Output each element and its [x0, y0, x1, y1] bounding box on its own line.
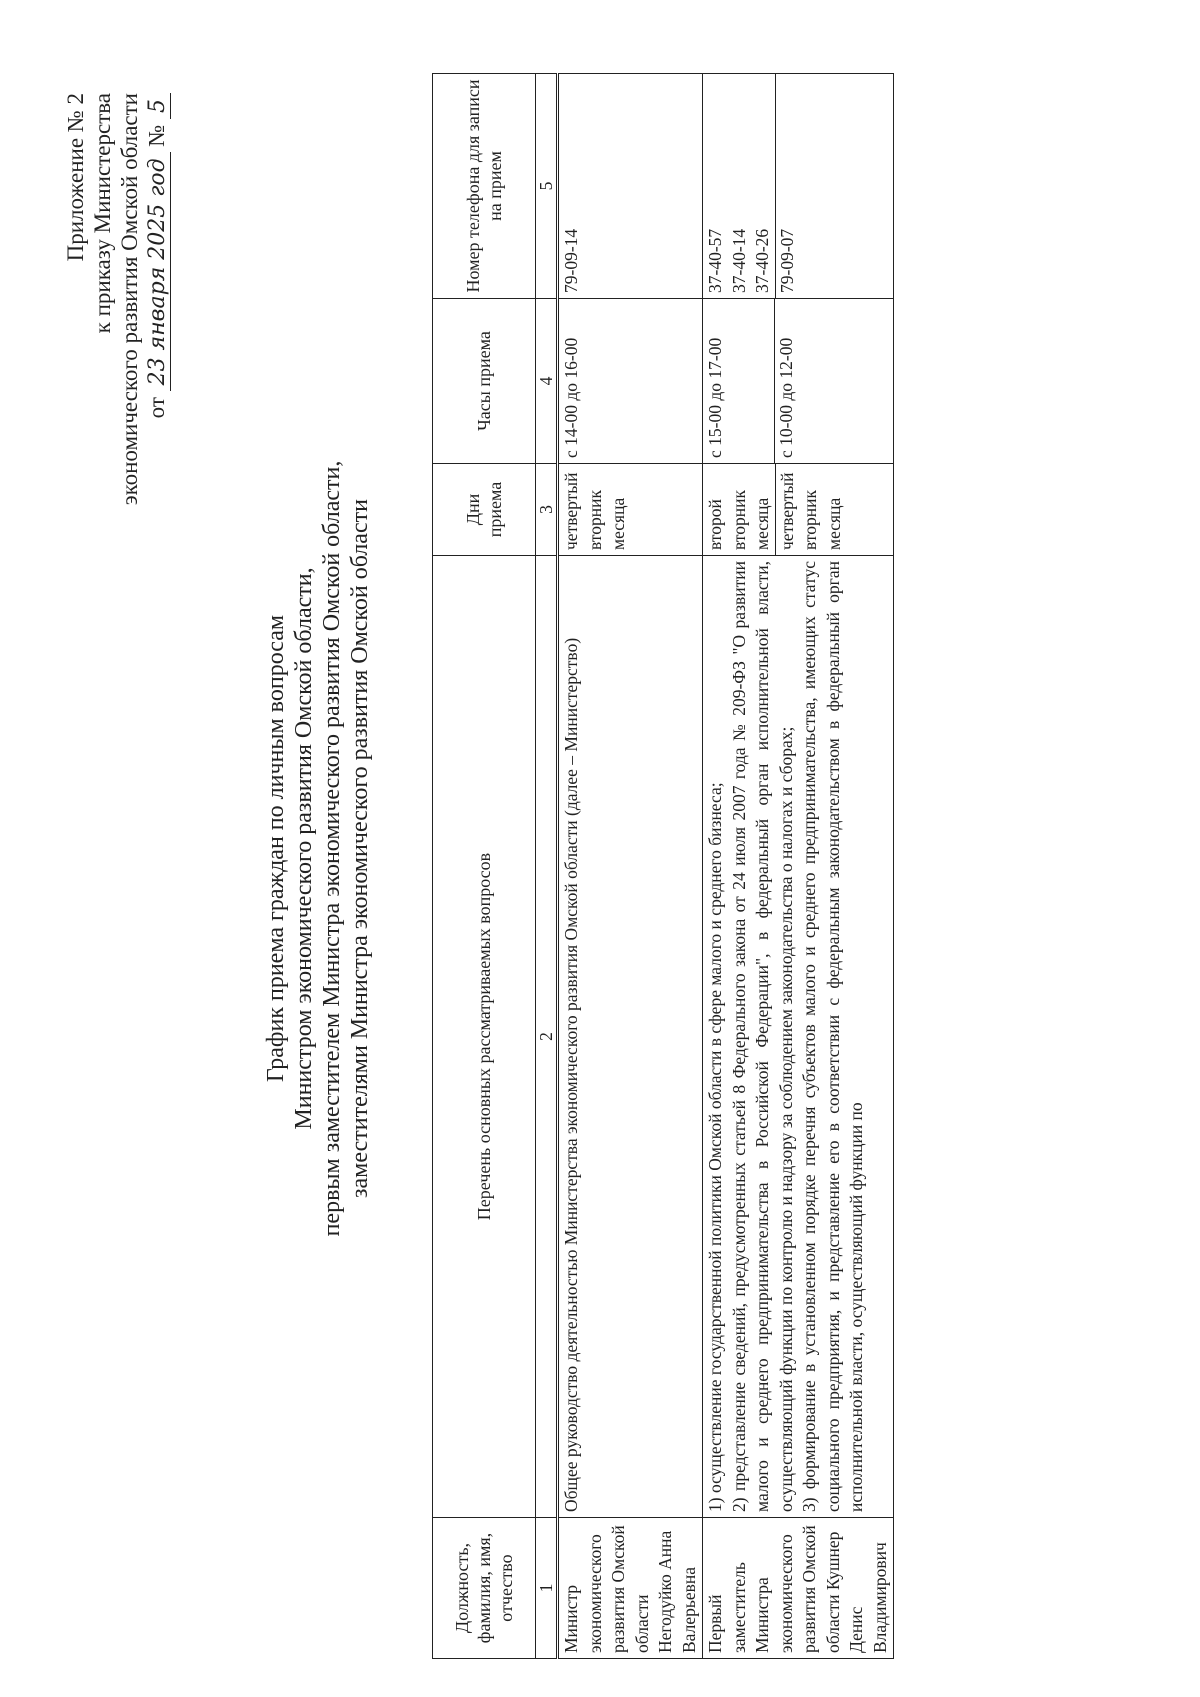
days-cell: четвертый вторник месяца — [558, 464, 703, 556]
issue-item: 1) осуществление государственной политики Омской области в сфере малого и среднего бизнеса; — [705, 782, 725, 1512]
issues-cell — [558, 556, 703, 1518]
phone-cell — [703, 74, 894, 299]
hours-value: с 15-00 до 17-00 — [705, 337, 725, 458]
column-number: 1 — [536, 1518, 558, 1659]
number-prefix: № — [144, 124, 169, 147]
appendix-header — [62, 93, 171, 653]
column-number: 2 — [536, 556, 558, 1518]
column-number-row — [536, 74, 558, 1659]
title-line-1: График приема граждан по личным вопросам — [263, 614, 289, 1083]
issues-cell — [703, 556, 894, 1518]
phone-number: 37-40-26 — [752, 228, 772, 293]
header-person: Должность, фамилия, имя, отчество — [433, 1518, 536, 1659]
reception-schedule-table — [432, 73, 894, 1659]
date-prefix: от — [144, 397, 169, 419]
appendix-line-3: экономического развития Омской области — [117, 93, 142, 506]
column-number: 3 — [536, 464, 558, 556]
header-issues: Перечень основных рассматриваемых вопросов — [433, 556, 536, 1518]
phone-number: 79-09-07 — [776, 228, 797, 293]
title-line-4: заместителями Министра экономического развития Омской области — [347, 499, 373, 1198]
phone-number: 79-09-14 — [561, 228, 581, 293]
phone-number: 37-40-14 — [728, 228, 749, 293]
appendix-line-2: к приказу Министерства — [90, 93, 115, 334]
hours-value: с 10-00 до 12-00 — [776, 337, 796, 458]
appendix-line-1: Приложение № 2 — [63, 93, 88, 262]
phone-cell — [558, 74, 703, 299]
issue-item: 2) представление сведений, предусмотренных статьей 8 Федерального закона от 24 июля 2007 года № 209-ФЗ "О развитии малого и среднего предпринимательства в Российской Федерации", в федеральный орган исполнительной власти, осуществляющий функции по контролю и надзору за соблюдением законодательства о налогах и сборах; — [728, 561, 796, 1512]
title-line-2: Министром экономического развития Омской области, — [291, 567, 317, 1130]
document-title — [262, 0, 374, 1697]
handwritten-number: 5 — [146, 93, 171, 119]
header-row — [433, 74, 536, 1659]
issue-item: Общее руководство деятельностью Министерства экономического развития Омской области (далее – Министерство) — [561, 637, 581, 1512]
title-line-3: первым заместителем Министра экономического развития Омской области, — [319, 460, 345, 1237]
appendix-date-line — [143, 93, 171, 653]
phone-number: 37-40-57 — [705, 228, 725, 293]
column-number: 5 — [536, 74, 558, 299]
column-number: 4 — [536, 299, 558, 464]
days-value: четвертый вторник месяца — [776, 472, 844, 550]
header-hours: Часы приема — [433, 299, 536, 464]
header-days: Дни приема — [433, 464, 536, 556]
handwritten-date: 23 января 2025 год — [146, 152, 171, 391]
table-row — [558, 74, 703, 1659]
table-row — [703, 74, 894, 1659]
header-phone: Номер телефона для записи на прием — [433, 74, 536, 299]
hours-cell: с 14-00 до 16-00 — [558, 299, 703, 464]
days-value: второй вторник месяца — [705, 490, 772, 550]
hours-cell — [703, 299, 894, 464]
person-cell: Министр экономического развития Омской области Негодуйко Анна Валерьевна — [558, 1518, 703, 1659]
person-cell: Первый заместитель Министра экономического развития Омской области Кушнер Денис Владимирович — [703, 1518, 894, 1659]
days-cell — [703, 464, 894, 556]
issue-item: 3) формирование в установленном порядке перечня субъектов малого и среднего предпринимательства, имеющих статус социального предприятия, и представление его в соответствии с федеральным законодательством в федеральный орган исполнительной власти, осуществляющий функции по — [799, 561, 866, 1512]
